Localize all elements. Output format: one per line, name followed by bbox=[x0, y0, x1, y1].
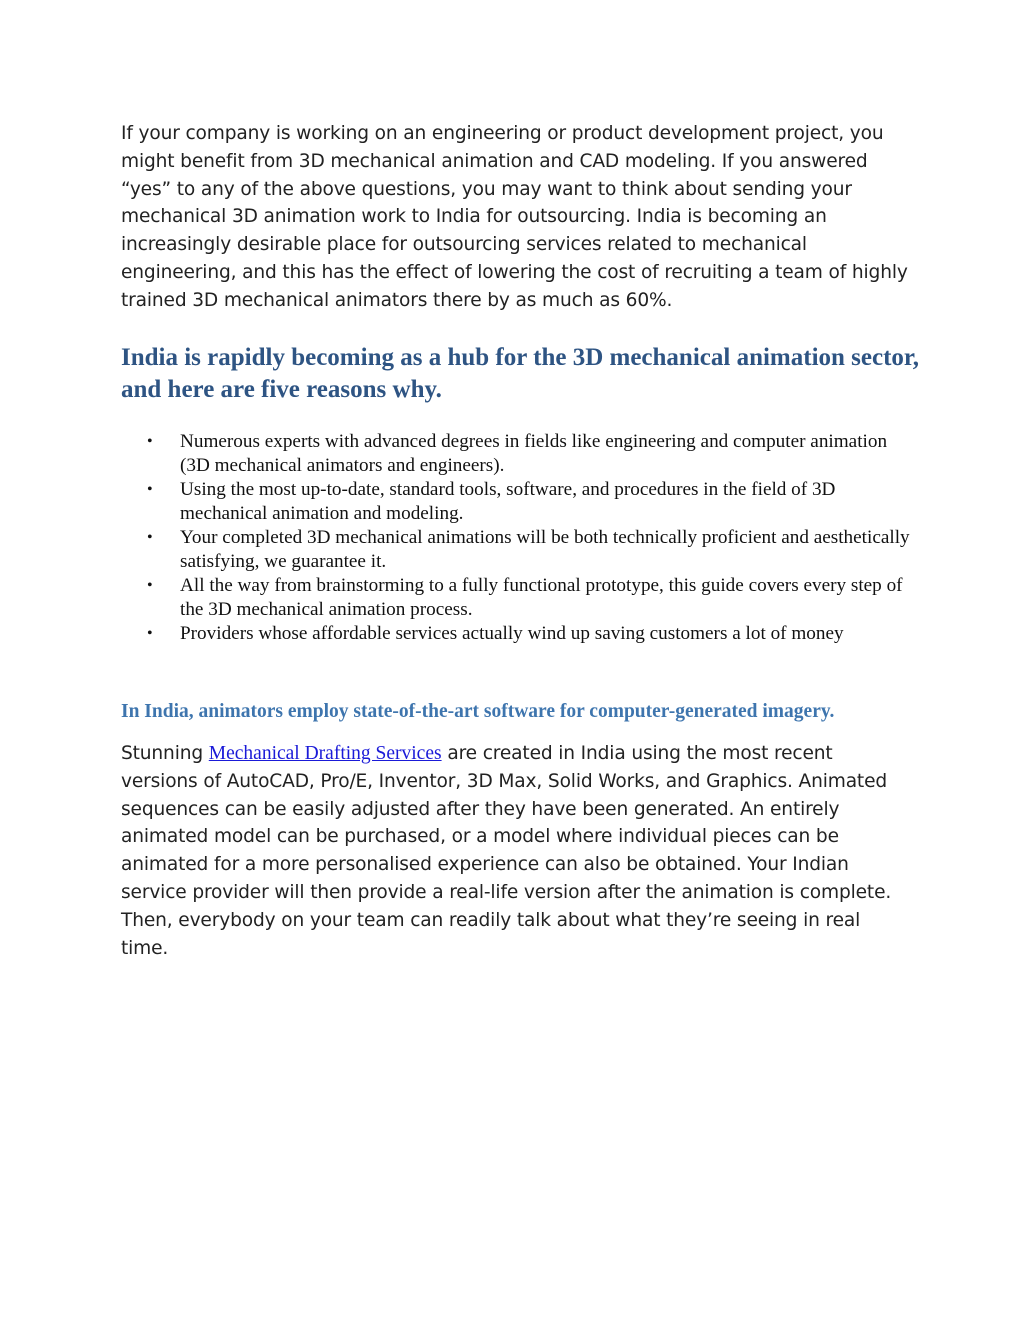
list-item bbox=[121, 478, 911, 526]
mechanical-drafting-services-link[interactable]: Mechanical Drafting Services bbox=[208, 743, 442, 764]
bullet-icon: • bbox=[147, 433, 153, 450]
list-item-text: All the way from brainstorming to a fully functional prototype, this guide covers every step of the 3D mechanical animation process. bbox=[180, 575, 903, 620]
bullet-icon: • bbox=[147, 529, 153, 546]
list-item-text: Your completed 3D mechanical animations will be both technically proficient and aesthetically satisfying, we guarantee it. bbox=[180, 527, 910, 572]
document-page bbox=[121, 120, 919, 959]
list-item bbox=[121, 430, 911, 478]
list-item-text: Providers whose affordable services actually wind up saving customers a lot of money bbox=[180, 623, 844, 644]
list-item-text: Numerous experts with advanced degrees in fields like engineering and computer animation (3D mechanical animators and engineers). bbox=[180, 431, 888, 476]
intro-paragraph: If your company is working on an engineering or product development project, you might benefit from 3D mechanical animation and CAD modeling. If you answered “yes” to any of the above questions, you may want to think about sending your mechanical 3D animation work to India for outsourcing. India is becoming an increasingly desirable place for outsourcing services related to mechanical engineering, and this has the effect of lowering the cost of recruiting a team of highly trained 3D mechanical animators there by as much as 60%. bbox=[121, 123, 908, 311]
reasons-list bbox=[121, 430, 911, 646]
heading-five-reasons: India is rapidly becoming as a hub for the 3D mechanical animation sector, and here are five reasons why. bbox=[121, 344, 919, 403]
bullet-icon: • bbox=[147, 625, 153, 642]
bullet-icon: • bbox=[147, 577, 153, 594]
software-lead: Stunning bbox=[121, 743, 209, 764]
list-item-text: Using the most up-to-date, standard tools, software, and procedures in the field of 3D mechanical animation and modeling. bbox=[180, 479, 836, 524]
heading-software: In India, animators employ state-of-the-art software for computer-generated imagery. bbox=[121, 701, 835, 722]
list-item bbox=[121, 526, 911, 574]
software-rest: are created in India using the most recent versions of AutoCAD, Pro/E, Inventor, 3D Max, Solid Works, and Graphics. Animated sequences can be easily adjusted after they have been generated. An entirely animated model can be purchased, or a model where individual pieces can be animated for a more personalised experience can also be obtained. Your Indian service provider will then provide a real-life version after the animation is complete. Then, everybody on your team can readily talk about what they’re seeing in real time. bbox=[121, 743, 892, 959]
list-item bbox=[121, 574, 911, 622]
bullet-icon: • bbox=[147, 481, 153, 498]
list-item bbox=[121, 622, 911, 646]
software-paragraph bbox=[121, 740, 911, 962]
